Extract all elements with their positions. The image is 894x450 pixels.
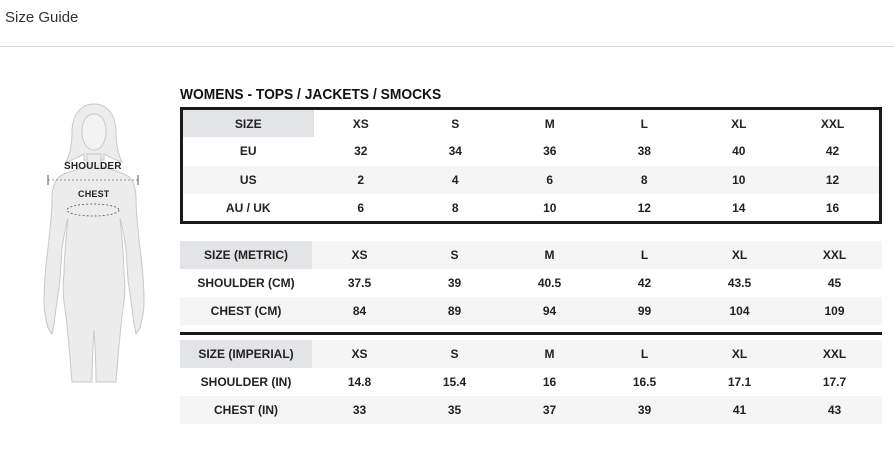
table-cell: 43.5 [727,276,752,290]
table-cell: 6 [503,166,598,195]
table-header-cell: XXL [820,116,845,131]
table-header-row [180,340,882,368]
table-header-cell: XXL [787,340,882,368]
table-cell: 16.5 [632,375,657,389]
table-cell: 35 [407,396,502,424]
table-header-cell: XS [312,340,407,368]
row-label: AU / UK [225,200,271,215]
table-header-cell: XL [731,116,747,131]
table-cell: 42 [825,144,840,159]
table-header-row [180,241,882,269]
table-cell: 6 [357,200,365,215]
table-header-cell: SIZE (IMPERIAL) [180,340,312,368]
table-header-cell: M [502,241,597,269]
table-cell: 39 [597,396,692,424]
table-cell: 8 [597,166,692,195]
table-cell: 43 [787,396,882,424]
table-divider [180,332,882,335]
table-cell: 40 [732,144,746,159]
table-cell: 34 [448,144,462,159]
table-row [180,368,882,396]
table-header-cell: XL [692,340,787,368]
table-header-cell: L [597,241,692,269]
section-title: WOMENS - TOPS / JACKETS / SMOCKS [180,86,442,103]
row-label: US [182,166,314,195]
size-conversion-table [180,107,882,224]
table-cell: 36 [543,144,557,159]
imperial-size-table [180,340,882,424]
row-label: CHEST (IN) [180,396,312,424]
row-label: SHOULDER (IN) [200,375,292,389]
table-cell: 45 [827,276,842,290]
table-cell: 4 [408,166,503,195]
table-cell: 37 [502,396,597,424]
table-cell: 16 [542,375,557,389]
table-cell: 42 [637,276,652,290]
chest-label: CHEST [78,189,110,199]
table-header-cell: SIZE [182,109,314,138]
table-cell: 33 [312,396,407,424]
table-cell: 10 [543,200,557,215]
body-measurement-figure [36,98,152,384]
table-cell: 12 [786,166,881,195]
table-cell: 14.8 [347,375,372,389]
table-cell: 16 [825,200,840,215]
table-cell: 94 [502,297,597,325]
female-silhouette-icon [36,98,152,384]
row-label: CHEST (CM) [180,297,312,325]
table-cell: 109 [787,297,882,325]
table-header-cell: XL [692,241,787,269]
table-cell: 32 [354,144,368,159]
table-header-cell: L [640,116,648,131]
table-row [182,137,881,166]
table-cell: 39 [447,276,462,290]
table-row [182,194,881,223]
table-header-row [182,109,881,138]
table-cell: 89 [407,297,502,325]
table-cell: 17.1 [727,375,752,389]
table-header-cell: M [544,116,555,131]
table-cell: 99 [597,297,692,325]
table-cell: 17.7 [822,375,847,389]
table-cell: 40.5 [537,276,562,290]
table-row [180,297,882,325]
shoulder-label: SHOULDER [64,161,122,172]
table-header-cell: XS [312,241,407,269]
table-cell: 38 [637,144,651,159]
table-cell: 41 [692,396,787,424]
row-label: SHOULDER (CM) [197,276,295,290]
table-row [180,396,882,424]
table-cell: 8 [451,200,459,215]
table-header-cell: S [407,340,502,368]
table-cell: 2 [314,166,409,195]
metric-size-table [180,241,882,325]
table-cell: 15.4 [442,375,467,389]
table-cell: 12 [637,200,651,215]
table-cell: 10 [692,166,787,195]
page-title: Size Guide [5,9,79,26]
table-header-cell: S [407,241,502,269]
table-header-cell: S [451,116,460,131]
table-header-cell: M [502,340,597,368]
table-row [180,269,882,297]
table-header-cell: L [597,340,692,368]
table-header-cell: XS [352,116,369,131]
header [0,0,894,47]
table-cell: 37.5 [347,276,372,290]
table-header-cell: SIZE (METRIC) [180,241,312,269]
table-cell: 14 [732,200,746,215]
table-row [182,166,881,195]
row-label: EU [239,144,257,159]
table-header-cell: XXL [787,241,882,269]
table-cell: 84 [312,297,407,325]
table-cell: 104 [692,297,787,325]
